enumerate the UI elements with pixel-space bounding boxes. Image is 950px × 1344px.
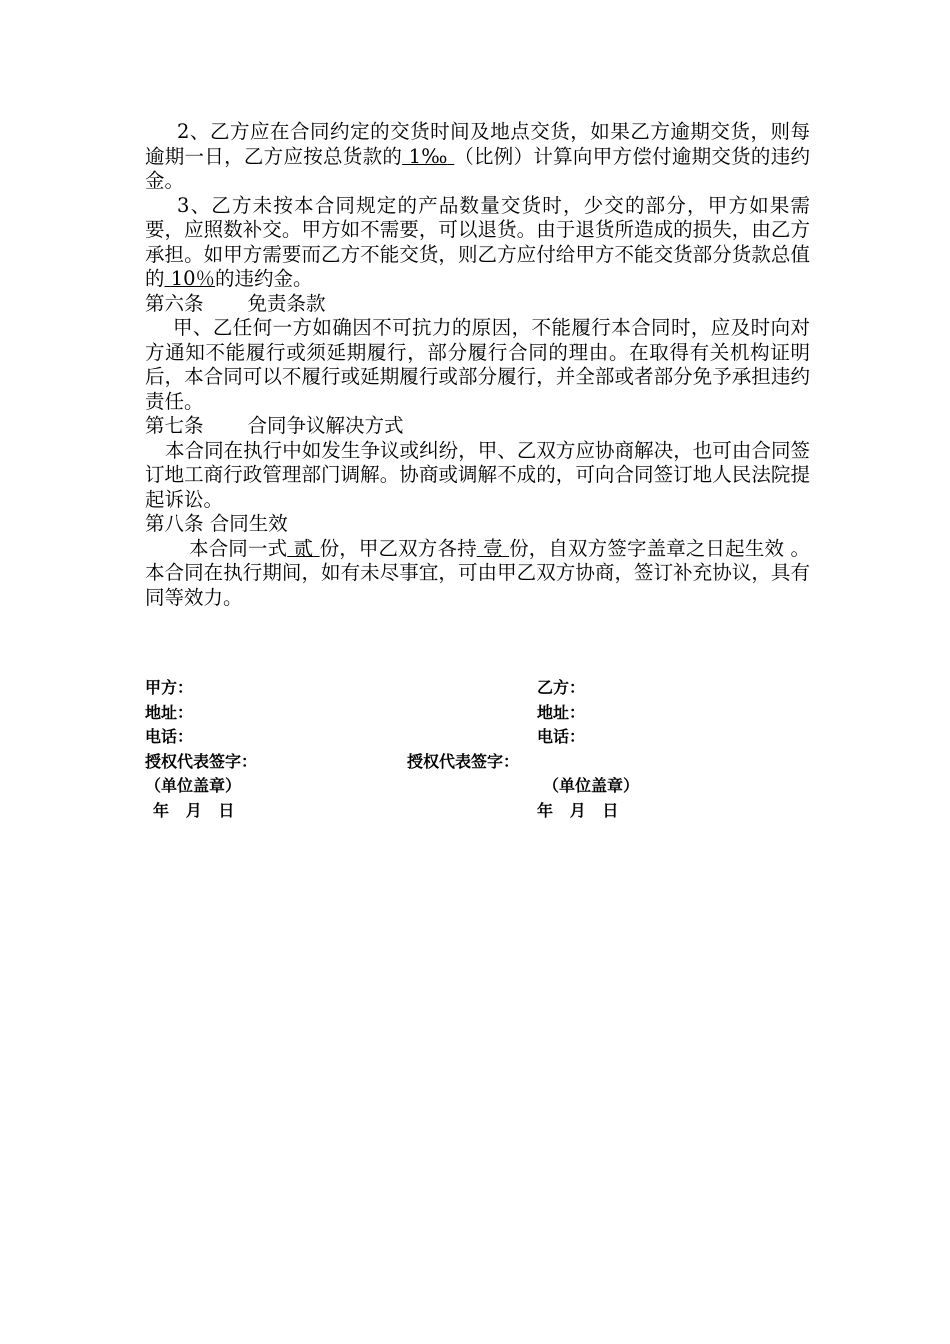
address-row — [145, 701, 810, 726]
article-6-body: 甲、乙任何一方如确因不可抗力的原因，不能履行本合同时，应及时向对方通知不能履行或须延期履行，部分履行合同的理由。在取得有关机构证明后，本合同可以不履行或延期履行或部分履行，并全部或者部分免予承担违约责任。 — [145, 316, 810, 413]
signature-block — [145, 676, 810, 823]
article-8-heading: 第八条 合同生效 — [145, 512, 288, 535]
address-a-label: 地址： — [145, 702, 194, 722]
article-8-text-a: 本合同一式 — [189, 536, 288, 560]
clause-2-text-a: 2、乙方应在合同约定的交货时间及地点交货，如果乙方逾期交货，则每逾期一日，乙方应按总货款的 — [145, 120, 810, 168]
representative-a-label: 授权代表签字： — [145, 751, 258, 771]
clause-3-blank — [165, 267, 216, 290]
clause-2-text-b: （比例）计算向甲方偿付逾期交货的违约金。 — [145, 144, 810, 192]
article-8-text-b: 份，甲乙双方各持 — [319, 536, 477, 560]
clause-2 — [145, 120, 810, 194]
copies-value: 贰 — [293, 536, 314, 560]
party-b-label: 乙方： — [537, 678, 586, 697]
seal-a-label: （单位盖章） — [145, 776, 242, 795]
clause-3-blank-value: 10％ — [170, 267, 216, 290]
address-b-label: 地址： — [537, 702, 586, 722]
seal-row — [145, 774, 810, 799]
clause-3 — [145, 194, 810, 292]
article-7-title: 合同争议解决方式 — [247, 414, 404, 437]
party-row — [145, 676, 810, 701]
article-7-heading — [145, 414, 810, 439]
contract-body — [145, 120, 810, 610]
article-7-body: 本合同在执行中如发生争议或纠纷，甲、乙双方应协商解决，也可由合同签订地工商行政管理部门调解。协商或调解不成的，可向合同签订地人民法院提起诉讼。 — [145, 438, 810, 511]
article-7-number: 第七条 — [145, 414, 204, 437]
phone-b-label: 电话： — [537, 727, 586, 746]
clause-3-text-b: 的违约金。 — [215, 267, 313, 290]
party-a-label: 甲方： — [145, 678, 194, 697]
date-a-label: 年 月 日 — [153, 800, 235, 820]
clause-2-blank — [402, 145, 454, 168]
copies-blank — [287, 537, 319, 560]
date-row — [145, 799, 810, 824]
article-6-heading — [145, 292, 810, 317]
representative-row — [145, 750, 810, 775]
clause-2-blank-value: 1‰ — [408, 144, 448, 168]
clause-3-text-a: 3、乙方未按本合同规定的产品数量交货时，少交的部分，甲方如果需要，应照数补交。甲方如不需要，可以退货。由于退货所造成的损失，由乙方承担。如甲方需要而乙方不能交货，则乙方应付给甲方不能交货部分货款总值的 — [145, 193, 810, 290]
seal-b-label: （单位盖章） — [543, 776, 640, 795]
article-8-text-c: 份，自双方签字盖章之日起生效 。本合同在执行期间，如有未尽事宜，可由甲乙双方协商，签订补充协议，具有同等效力。 — [145, 536, 810, 609]
phone-row — [145, 725, 810, 750]
each-value: 壹 — [483, 536, 503, 560]
each-blank — [477, 537, 509, 560]
date-b-label: 年 月 日 — [537, 800, 619, 820]
phone-a-label: 电话： — [145, 727, 194, 746]
article-6-number: 第六条 — [145, 291, 204, 315]
representative-b-label: 授权代表签字： — [407, 751, 520, 771]
article-8-body — [145, 537, 810, 611]
article-6-title: 免责条款 — [247, 291, 326, 315]
